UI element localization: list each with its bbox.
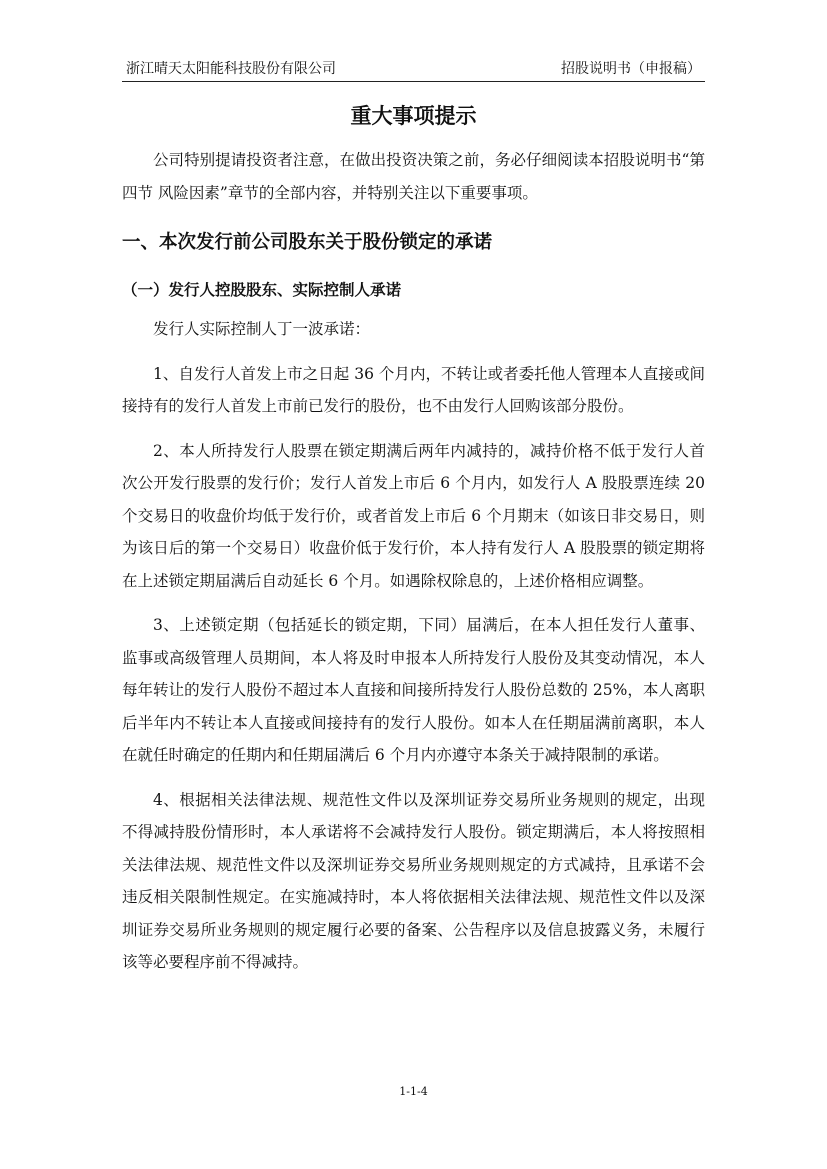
commitment-item-3: 3、上述锁定期（包括延长的锁定期，下同）届满后，在本人担任发行人董事、监事或高级管理人员期间，本人将及时申报本人所持发行人股份及其变动情况，本人每年转让的发行人股份不超过本人直接和间接所持发行人股份总数的 25%，本人离职后半年内不转让本人直接或间接持有的发行人股份。如本人在任期届满前离职，本人在就任时确定的任期内和任期届满后 6 个月内亦遵守本条关于减持限制的承诺。 xyxy=(122,616,705,764)
header-document-type: 招股说明书（申报稿） xyxy=(561,61,701,77)
subsection-heading-controlling-shareholder: （一）发行人控股股东、实际控制人承诺 xyxy=(122,281,402,299)
section-heading-share-lockup: 一、本次发行前公司股东关于股份锁定的承诺 xyxy=(122,232,493,253)
page-title: 重大事项提示 xyxy=(350,104,477,128)
header-company-name: 浙江晴天太阳能科技股份有限公司 xyxy=(126,61,336,77)
page-header xyxy=(122,57,705,81)
header-divider xyxy=(122,81,705,82)
document-body xyxy=(122,144,705,991)
commitment-item-2: 2、本人所持发行人股票在锁定期满后两年内减持的，减持价格不低于发行人首次公开发行股票的发行价；发行人首发上市后 6 个月内，如发行人 A 股股票连续 20 个交易日的收盘价均低于发行价，或者首发上市后 6 个月期末（如该日非交易日，则为该日后的第一个交易日）收盘价低于发行价，本人持有发行人 A 股股票的锁定期将在上述锁定期届满后自动延长 6 个月。如遇除权除息的，上述价格相应调整。 xyxy=(122,441,705,590)
intro-paragraph: 公司特别提请投资者注意，在做出投资决策之前，务必仔细阅读本招股说明书“第四节 风险因素”章节的全部内容，并特别关注以下重要事项。 xyxy=(122,151,705,202)
page-number: 1-1-4 xyxy=(399,1085,428,1098)
commitment-lead: 发行人实际控制人丁一波承诺： xyxy=(153,320,371,338)
commitment-item-1: 1、自发行人首发上市之日起 36 个月内，不转让或者委托他人管理本人直接或间接持有的发行人首发上市前已发行的股份，也不由发行人回购该部分股份。 xyxy=(122,364,705,415)
commitment-item-4: 4、根据相关法律法规、规范性文件以及深圳证券交易所业务规则的规定，出现不得减持股份情形时，本人承诺将不会减持发行人股份。锁定期满后，本人将按照相关法律法规、规范性文件以及深圳证券交易所业务规则规定的方式减持，且承诺不会违反相关限制性规定。在实施减持时，本人将依据相关法律法规、规范性文件以及深圳证券交易所业务规则的规定履行必要的备案、公告程序以及信息披露义务，未履行该等必要程序前不得减持。 xyxy=(122,790,705,971)
